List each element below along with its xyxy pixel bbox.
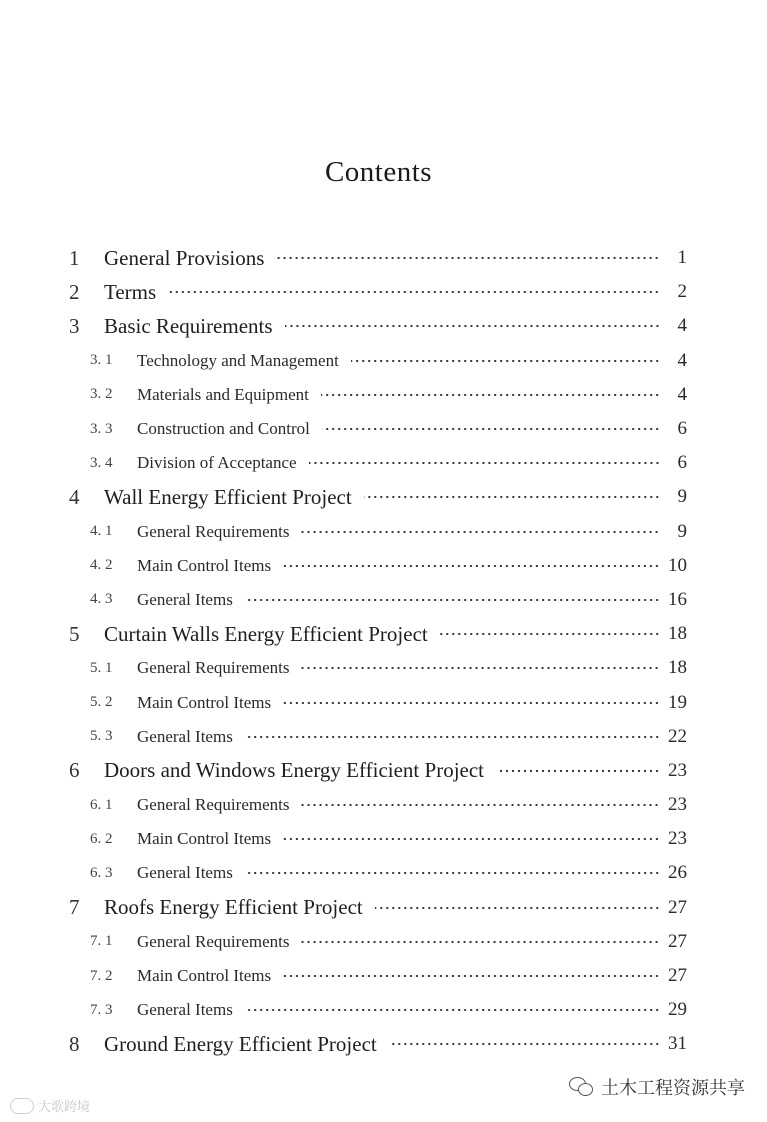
toc-entry-number: 6. 2 — [90, 830, 113, 847]
toc-entry-number: 8 — [69, 1031, 80, 1056]
watermark-logo-icon — [10, 1098, 34, 1114]
toc-entry-number: 5. 1 — [90, 659, 113, 676]
toc-entry-page: 4 — [677, 315, 687, 337]
watermark-right — [569, 1074, 745, 1100]
toc-dot-leader — [375, 907, 660, 909]
toc-entry[interactable] — [0, 685, 767, 719]
toc-entry-title: General Items — [137, 589, 233, 609]
toc-entry-number: 4. 2 — [90, 557, 113, 574]
toc-entry-number: 3 — [69, 313, 80, 338]
toc-dot-leader — [389, 1043, 660, 1045]
toc-entry-page: 10 — [668, 554, 687, 576]
toc-dot-leader — [364, 496, 660, 498]
toc-entry[interactable] — [0, 856, 767, 890]
toc-entry-title: Curtain Walls Energy Efficient Project — [104, 621, 428, 646]
toc-entry[interactable] — [0, 788, 767, 822]
toc-entry-page: 23 — [668, 828, 687, 850]
toc-entry-title: General Items — [137, 863, 233, 883]
toc-entry-number: 5. 2 — [90, 694, 113, 711]
toc-entry-page: 2 — [677, 281, 687, 303]
toc-entry-title: General Items — [137, 726, 233, 746]
toc-entry-page: 31 — [668, 1033, 687, 1055]
toc-entry-number: 7. 2 — [90, 967, 113, 984]
toc-entry-page: 27 — [668, 965, 687, 987]
toc-entry[interactable] — [0, 446, 767, 480]
toc-entry-page: 9 — [677, 520, 687, 542]
toc-entry[interactable] — [0, 617, 767, 651]
toc-entry-title: General Requirements — [137, 658, 290, 678]
toc-dot-leader — [283, 975, 660, 977]
toc-dot-leader — [440, 633, 660, 635]
toc-entry-title: Materials and Equipment — [137, 384, 309, 404]
toc-entry-number: 4. 1 — [90, 523, 113, 540]
toc-dot-leader — [276, 257, 660, 259]
toc-entry-number: 3. 2 — [90, 386, 113, 403]
toc-entry-title: Wall Energy Efficient Project — [104, 484, 352, 509]
toc-entry-title: General Items — [137, 1000, 233, 1020]
toc-entry-number: 2 — [69, 279, 80, 304]
toc-entry[interactable] — [0, 549, 767, 583]
toc-entry-page: 23 — [668, 759, 687, 781]
toc-entry-title: Main Control Items — [137, 966, 272, 986]
toc-dot-leader — [245, 872, 660, 874]
toc-dot-leader — [168, 291, 660, 293]
toc-entry[interactable] — [0, 959, 767, 993]
toc-entry-title: Division of Acceptance — [137, 453, 297, 473]
toc-entry[interactable] — [0, 1027, 767, 1061]
toc-entry[interactable] — [0, 480, 767, 514]
toc-entry-number: 3. 4 — [90, 454, 113, 471]
toc-dot-leader — [283, 838, 660, 840]
toc-dot-leader — [283, 702, 660, 704]
toc-entry[interactable] — [0, 993, 767, 1027]
toc-dot-leader — [322, 428, 660, 430]
toc-entry-number: 7. 3 — [90, 1001, 113, 1018]
toc-entry-page: 6 — [677, 452, 687, 474]
toc-entry-page: 1 — [677, 247, 687, 269]
toc-entry-title: Roofs Energy Efficient Project — [104, 895, 363, 920]
toc-dot-leader — [301, 531, 660, 533]
toc-entry-number: 1 — [69, 245, 80, 270]
toc-entry-page: 19 — [668, 691, 687, 713]
toc-entry-title: Main Control Items — [137, 829, 272, 849]
toc-dot-leader — [245, 736, 660, 738]
toc-entry[interactable] — [0, 925, 767, 959]
toc-entry-page: 23 — [668, 794, 687, 816]
toc-entry-page: 27 — [668, 930, 687, 952]
toc-entry-title: General Provisions — [104, 245, 265, 270]
toc-entry[interactable] — [0, 822, 767, 856]
toc-dot-leader — [321, 394, 660, 396]
toc-entry-page: 29 — [668, 999, 687, 1021]
toc-entry[interactable] — [0, 651, 767, 685]
toc-entry[interactable] — [0, 378, 767, 412]
toc-entry-page: 27 — [668, 896, 687, 918]
toc-entry-title: Basic Requirements — [104, 313, 273, 338]
page-title: Contents — [324, 156, 433, 188]
toc-entry-number: 5 — [69, 621, 80, 646]
toc-entry-title: General Requirements — [137, 931, 290, 951]
toc-entry-number: 6. 3 — [90, 864, 113, 881]
toc-entry-page: 4 — [677, 349, 687, 371]
toc-dot-leader — [283, 565, 660, 567]
toc-entry[interactable] — [0, 275, 767, 309]
toc-dot-leader — [301, 804, 660, 806]
toc-entry-number: 7 — [69, 895, 80, 920]
toc-entry-page: 4 — [677, 383, 687, 405]
toc-entry-title: General Requirements — [137, 521, 290, 541]
toc-entry-number: 3. 3 — [90, 420, 113, 437]
toc-entry-title: Main Control Items — [137, 555, 272, 575]
toc-entry-page: 6 — [677, 418, 687, 440]
toc-entry[interactable] — [0, 344, 767, 378]
toc-entry-title: Terms — [104, 279, 157, 304]
watermark-left — [10, 1096, 90, 1115]
toc-entry-page: 18 — [668, 657, 687, 679]
toc-entry[interactable] — [0, 515, 767, 549]
toc-dot-leader — [301, 941, 660, 943]
toc-entry-title: Doors and Windows Energy Efficient Project — [104, 758, 484, 783]
toc-entry-number: 6. 1 — [90, 796, 113, 813]
toc-entry[interactable] — [0, 309, 767, 343]
toc-entry-page: 9 — [677, 486, 687, 508]
toc-entry[interactable] — [0, 891, 767, 925]
toc-entry-page: 16 — [668, 588, 687, 610]
toc-entry-number: 3. 1 — [90, 352, 113, 369]
wechat-icon — [569, 1077, 595, 1097]
toc-dot-leader — [285, 325, 660, 327]
toc-entry[interactable] — [0, 241, 767, 275]
watermark-left-text: 大歌跨境 — [38, 1100, 91, 1115]
toc-entry[interactable] — [0, 412, 767, 446]
toc-dot-leader — [309, 462, 660, 464]
toc-entry-title: Construction and Control — [137, 419, 310, 439]
toc-entry-page: 22 — [668, 725, 687, 747]
toc-dot-leader — [351, 360, 660, 362]
toc-entry-title: Main Control Items — [137, 692, 272, 712]
toc-entry-title: General Requirements — [137, 795, 290, 815]
table-of-contents — [0, 241, 767, 1062]
toc-entry-number: 7. 1 — [90, 933, 113, 950]
toc-entry-number: 4. 3 — [90, 591, 113, 608]
toc-entry-title: Ground Energy Efficient Project — [104, 1031, 377, 1056]
toc-entry-title: Technology and Management — [137, 350, 339, 370]
toc-dot-leader — [301, 667, 660, 669]
toc-dot-leader — [245, 599, 660, 601]
toc-dot-leader — [245, 1009, 660, 1011]
toc-entry[interactable] — [0, 583, 767, 617]
toc-entry-page: 26 — [668, 862, 687, 884]
toc-entry[interactable] — [0, 720, 767, 754]
watermark-right-text: 土木工程资源共享 — [601, 1078, 745, 1099]
toc-entry-number: 6 — [69, 758, 80, 783]
toc-entry-page: 18 — [668, 623, 687, 645]
toc-dot-leader — [496, 770, 660, 772]
toc-entry[interactable] — [0, 754, 767, 788]
toc-entry-number: 5. 3 — [90, 728, 113, 745]
toc-entry-number: 4 — [69, 484, 80, 509]
